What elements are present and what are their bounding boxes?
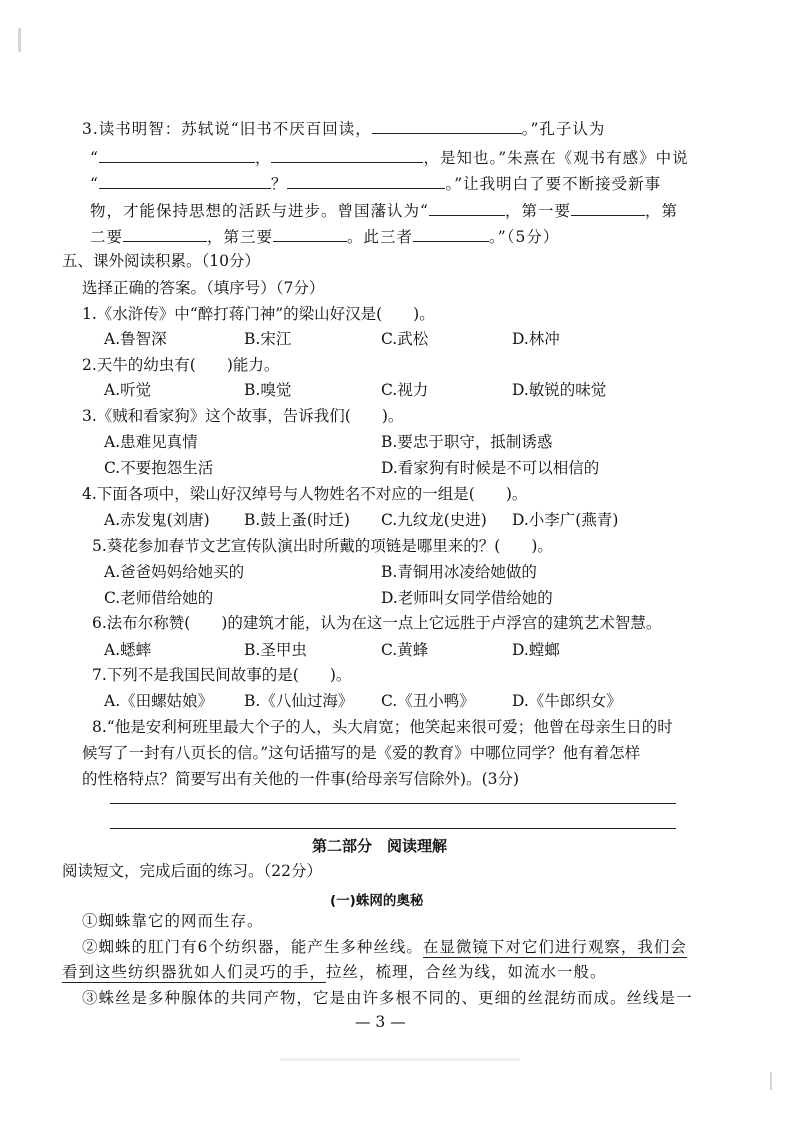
option-b[interactable]: B.圣甲虫 [244,641,307,659]
part-2-instruction: 阅读短文，完成后面的练习。（22分） [62,862,322,880]
option-b[interactable]: B.鼓上蚤(时迁) [244,511,350,529]
question-stem: 3.《贼和看家狗》这个故事，告诉我们( )。 [82,407,404,425]
fill-blank[interactable] [99,147,255,163]
question-8-line-1: 8.“他是安利柯班里最大个子的人，头大肩宽；他笑起来很可爱；他曾在母亲生日的时 [92,718,673,736]
option-a[interactable]: A.赤发鬼(刘唐) [104,511,210,529]
underlined-sentence: 在显微镜下对它们进行观察，我们会 [422,938,687,956]
fill-blank[interactable] [413,226,489,242]
fill-blank[interactable] [571,200,645,216]
answer-line[interactable] [110,803,676,804]
scan-smudge [280,1058,520,1061]
question-stem: 7.下列不是我国民间故事的是( )。 [92,666,352,684]
fill-blank[interactable] [273,226,347,242]
option-a[interactable]: A.爸爸妈妈给她买的 [104,563,245,581]
passage-paragraph-1: ①蜘蛛靠它的网而生存。 [82,912,264,930]
page-number: — 3 — [355,1013,406,1031]
option-a[interactable]: A.听觉 [104,381,152,399]
passage-paragraph-3: ③蛛丝是多种腺体的共同产物，它是由许多根不同的、更细的丝混纺而成。丝线是一 [82,989,693,1007]
option-d[interactable]: D.林冲 [512,330,560,348]
option-c[interactable]: C.不要抱怨生活 [104,459,214,477]
fill-blank[interactable] [271,147,423,163]
option-c[interactable]: C.武松 [381,330,429,348]
answer-line[interactable] [110,828,676,829]
option-a[interactable]: A.鲁智深 [104,330,167,348]
question-stem: 4.下面各项中，梁山好汉绰号与人物姓名不对应的一组是( )。 [82,485,528,503]
passage-title: (一)蛛网的奥秘 [330,893,424,909]
part-2-title: 第二部分 阅读理解 [312,837,448,855]
option-c[interactable]: C.九纹龙(史进) [381,511,487,529]
q3-line-5: 二要 ，第三要 。此三者 。”（5分） [90,228,560,246]
option-b[interactable]: B.《八仙过海》 [244,692,354,710]
q3-line-1: 3.读书明智：苏轼说“旧书不厌百回读， 。”孔子认为 [82,120,606,138]
fill-blank[interactable] [99,173,271,189]
option-d[interactable]: D.看家狗有时候是不可以相信的 [381,459,600,477]
option-a[interactable]: A.蟋蟀 [104,641,152,659]
option-a[interactable]: A.患难见真情 [104,433,198,451]
option-a[interactable]: A.《田螺姑娘》 [104,692,214,710]
question-stem: 1.《水浒传》中“醉打蒋门神”的梁山好汉是( )。 [82,305,435,323]
underlined-sentence: 看到这些纺织器犹如人们灵巧的手， [62,963,327,981]
option-c[interactable]: C.视力 [381,381,429,399]
passage-paragraph-2-line-1: ②蜘蛛的肛门有6个纺织器，能产生多种丝线。在显微镜下对它们进行观察，我们会 [82,938,687,956]
option-b[interactable]: B.青铜用冰凌给她做的 [381,563,537,581]
option-c[interactable]: C.《丑小鸭》 [381,692,475,710]
fill-blank[interactable] [287,173,445,189]
option-b[interactable]: B.宋江 [244,330,292,348]
section-5-instruction: 选择正确的答案。（填序号）（7分） [82,279,325,297]
fill-blank[interactable] [429,200,505,216]
q3-line-2: “ ， ，是知也。”朱熹在《观书有感》中说 [90,149,689,167]
q3-line-4: 物，才能保持思想的活跃与进步。曾国藩认为“ ，第一要 ，第 [90,202,678,220]
scan-edge-mark [770,1072,772,1090]
option-d[interactable]: D.螳螂 [512,641,560,659]
option-c[interactable]: C.黄蜂 [381,641,429,659]
option-d[interactable]: D.小李广(燕青) [512,511,619,529]
question-stem: 2.天牛的幼虫有( )能力。 [82,356,280,374]
fill-blank[interactable] [123,226,207,242]
section-5-title: 五、课外阅读积累。（10分） [62,252,260,270]
option-d[interactable]: D.老师叫女同学借给她的 [381,589,553,607]
passage-paragraph-2-line-2: 看到这些纺织器犹如人们灵巧的手，拉丝，梳理，合丝为线，如流水一般。 [62,963,607,981]
question-8-line-2: 候写了一封有八页长的信。”这句话描写的是《爱的教育》中哪位同学？他有着怎样 [82,744,641,762]
option-c[interactable]: C.老师借给她的 [104,589,214,607]
question-8-line-3: 的性格特点？简要写出有关他的一件事(给母亲写信除外)。(3分) [82,770,520,788]
option-b[interactable]: B.嗅觉 [244,381,292,399]
option-d[interactable]: D.《牛郎织女》 [512,692,622,710]
question-stem: 6.法布尔称赞( )的建筑才能，认为在这一点上它远胜于卢浮宫的建筑艺术智慧。 [92,614,662,632]
fill-blank[interactable] [372,118,522,134]
option-d[interactable]: D.敏锐的味觉 [512,381,607,399]
q3-line-3: “ ？ 。”让我明白了要不断接受新事 [90,175,662,193]
scan-edge-mark [18,28,21,52]
question-stem: 5.葵花参加春节文艺宣传队演出时所戴的项链是哪里来的？( )。 [92,537,553,555]
option-b[interactable]: B.要忠于职守，抵制诱惑 [381,433,553,451]
